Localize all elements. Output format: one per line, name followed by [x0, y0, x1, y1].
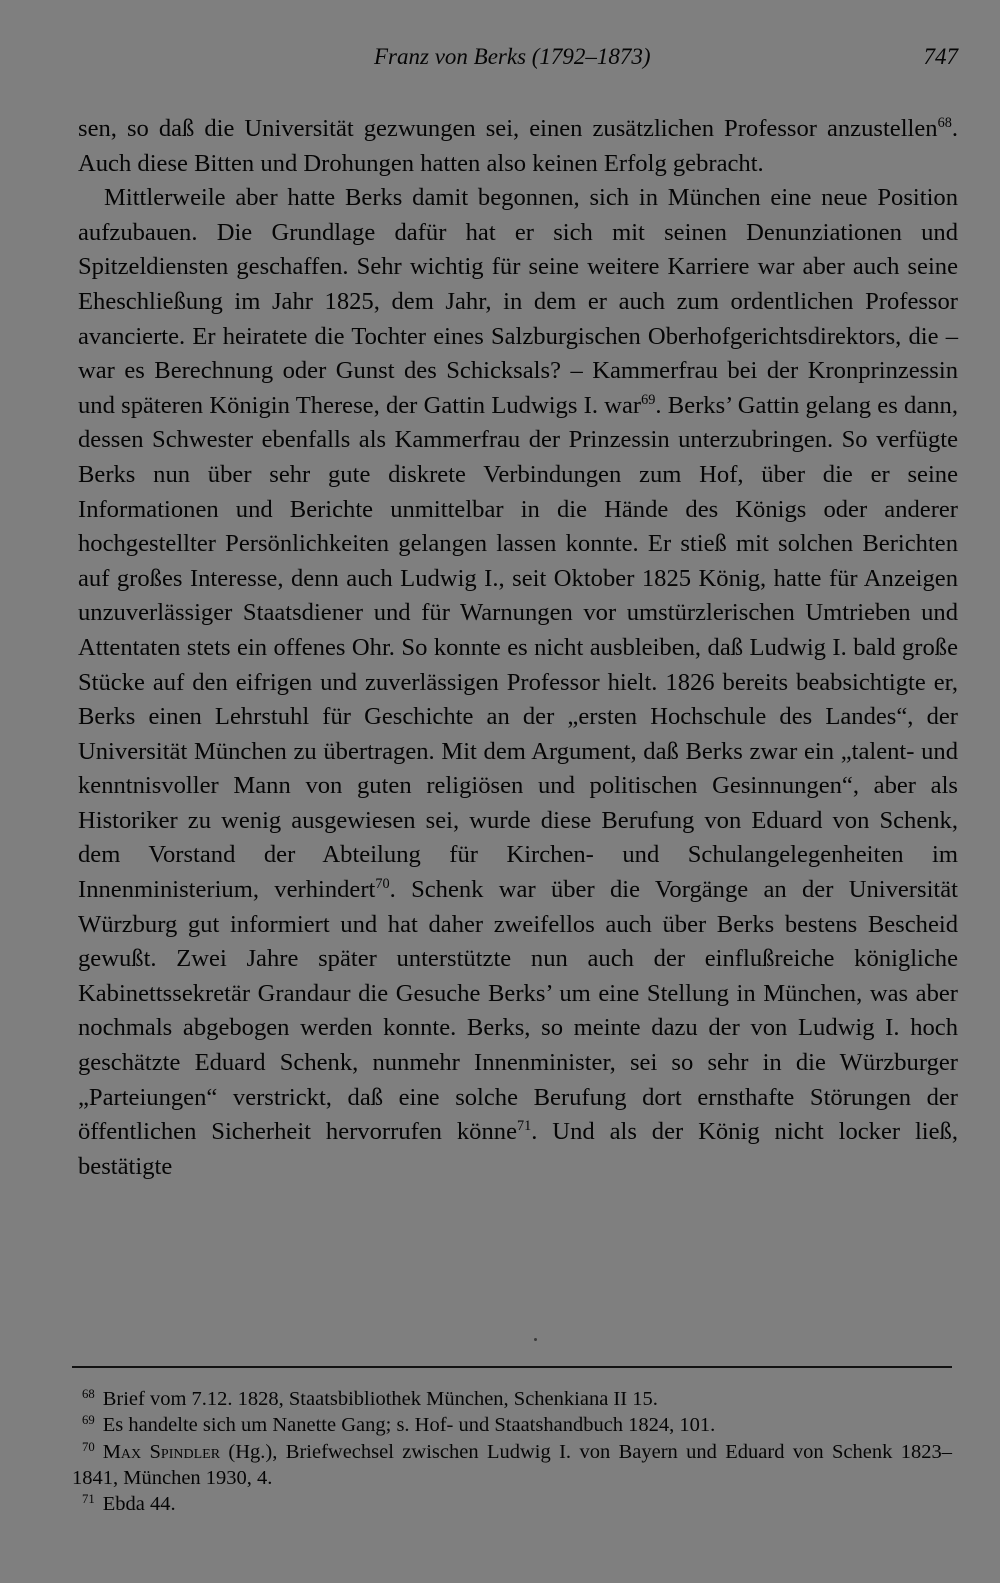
paragraph-2-text-d: . Und als der König nicht locker ließ, bestätigte — [78, 1118, 958, 1180]
print-speck — [534, 1338, 537, 1341]
paragraph-1-text-b: . Auch diese Bitten und Drohungen hatten also keinen Erfolg gebracht. — [78, 115, 958, 177]
running-title: Franz von Berks (1792–1873) — [374, 44, 651, 69]
footnote-ref-71: 71 — [517, 1118, 532, 1135]
paragraph-2 — [78, 181, 958, 1184]
footnote-divider — [72, 1366, 952, 1368]
page-number: 747 — [923, 44, 958, 69]
footnote-text: Ebda 44. — [102, 1493, 176, 1516]
footnote-text: (Hg.), Briefwechsel zwischen Ludwig I. von Bayern und Eduard von Schenk 1823–1841, München 1930, 4. — [72, 1440, 952, 1489]
footnote-71 — [72, 1491, 952, 1517]
footnote-author: Max Spindler — [102, 1440, 221, 1463]
footnote-68 — [72, 1386, 952, 1412]
footnotes — [72, 1386, 952, 1517]
paragraph-2-text-c: . Schenk war über die Vorgänge an der Universität Würzburg gut informiert und hat daher zweifellos auch über Berks bestens Bescheid gewußt. Zwei Jahre später unterstützte nun auch der einflußreiche königliche Kabinettssekretär Grandaur die Gesuche Berks’ um eine Stellung in München, was aber nochmals abgebogen werden konnte. Berks, so meinte dazu der von Ludwig I. hoch geschätzte Eduard Schenk, nunmehr Innenminister, sei so sehr in die Würzburger „Parteiungen“ verstrickt, daß eine solche Berufung dort ernsthafte Störungen der öffentlichen Sicherheit hervorrufen könne — [78, 876, 958, 1146]
footnote-text: Es handelte sich um Nanette Gang; s. Hof- und Staatshandbuch 1824, 101. — [102, 1414, 716, 1437]
footnote-69 — [72, 1412, 952, 1438]
footnote-number: 68 — [82, 1387, 95, 1402]
footnote-ref-70: 70 — [375, 876, 390, 893]
footnote-number: 69 — [82, 1413, 95, 1428]
paragraph-2-text-a: Mittlerweile aber hatte Berks damit begonnen, sich in München eine neue Position aufzubauen. Die Grundlage dafür hat er sich mit seinen Denunziationen und Spitzeldiensten geschaffen. Sehr wichtig für seine weitere Karriere war aber auch seine Eheschließung im Jahr 1825, dem Jahr, in dem er auch zum ordentlichen Professor avancierte. Er heiratete die Tochter eines Salzburgischen Oberhofgerichtsdirektors, die – war es Berechnung oder Gunst des Schicksals? – Kammerfrau bei der Kronprinzessin und späteren Königin Therese, der Gattin Ludwigs I. war — [78, 184, 958, 419]
footnote-text: Brief vom 7.12. 1828, Staatsbibliothek München, Schenkiana II 15. — [102, 1388, 658, 1410]
paragraph-1 — [78, 112, 958, 181]
running-header — [78, 44, 958, 80]
footnote-number: 70 — [82, 1439, 95, 1454]
footnote-ref-69: 69 — [641, 391, 656, 408]
footnote-ref-68: 68 — [937, 115, 952, 132]
paragraph-2-text-b: . Berks’ Gattin gelang es dann, dessen Schwester ebenfalls als Kammerfrau der Prinzessin unterzubringen. So verfügte Berks nun über sehr gute diskrete Verbindungen zum Hof, über die er seine Informationen und Berichte unmittelbar in die Hände des Königs oder anderer hochgestellter Persönlichkeiten gelangen lassen konnte. Er stieß mit solchen Berichten auf großes Interesse, denn auch Ludwig I., seit Oktober 1825 König, hatte für Anzeigen unzuverlässiger Staatsdiener und für Warnungen vor umstürzlerischen Umtrieben und Attentaten stets ein offenes Ohr. So konnte es nicht ausbleiben, daß Ludwig I. bald große Stücke auf den eifrigen und zuverlässigen Professor hielt. 1826 bereits beabsichtigte er, Berks einen Lehrstuhl für Geschichte an der „ersten Hochschule des Landes“, der Universität München zu übertragen. Mit dem Argument, daß Berks zwar ein „talent- und kenntnisvoller Mann von guten religiösen und politischen Gesinnungen“, aber als Historiker zu wenig ausgewiesen sei, wurde diese Berufung von Eduard von Schenk, dem Vorstand der Abteilung für Kirchen- und Schulangelegenheiten im Innenministerium, verhindert — [78, 391, 958, 904]
main-text — [78, 112, 958, 1184]
footnote-number: 71 — [82, 1492, 95, 1507]
footnote-70 — [72, 1439, 952, 1492]
paragraph-1-text-a: sen, so daß die Universität gezwungen sei, einen zusätzlichen Professor anzustellen — [78, 115, 938, 142]
